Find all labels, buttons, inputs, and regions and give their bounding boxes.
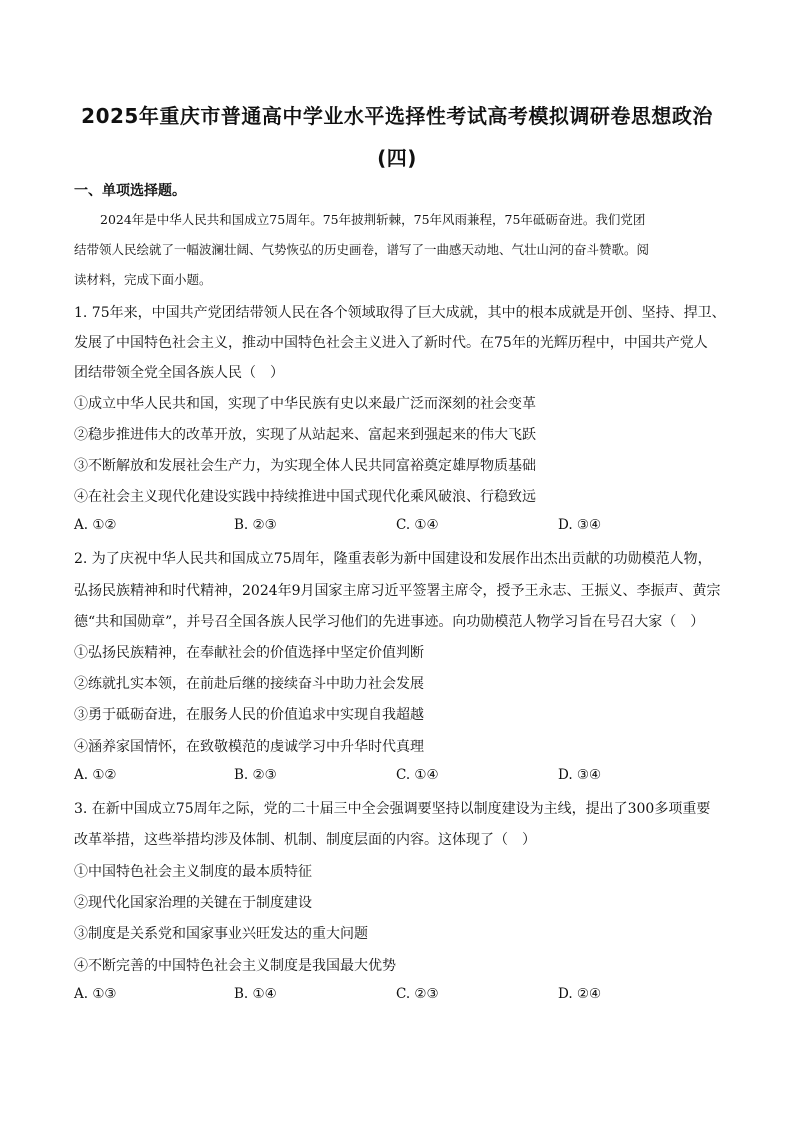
question-2-option-a[interactable]: A. ①② bbox=[74, 767, 117, 783]
question-1-item: ③不断解放和发展社会生产力，为实现全体人民共同富裕奠定雄厚物质基础 bbox=[74, 458, 536, 474]
question-3-option-b[interactable]: B. ①④ bbox=[234, 986, 277, 1002]
question-3-item: ①中国特色社会主义制度的最本质特征 bbox=[74, 864, 312, 880]
question-3-stem: 3. 在新中国成立75周年之际，党的二十届三中全会强调要坚持以制度建设为主线，提出了300多项重要 bbox=[74, 801, 711, 817]
question-2-item: ③勇于砥砺奋进，在服务人民的价值追求中实现自我超越 bbox=[74, 707, 424, 723]
question-3-item: ③制度是关系党和国家事业兴旺发达的重大问题 bbox=[74, 926, 368, 942]
question-2-item: ④涵养家国情怀，在致敬模范的虔诚学习中升华时代真理 bbox=[74, 739, 424, 755]
section-heading: 一、单项选择题。 bbox=[74, 183, 186, 199]
question-2-item: ①弘扬民族精神，在奉献社会的价值选择中坚定价值判断 bbox=[74, 645, 424, 661]
question-1-stem: 团结带领全党全国各族人民（ ） bbox=[74, 365, 284, 381]
intro-text: 结带领人民绘就了一幅波澜壮阔、气势恢弘的历史画卷，谱写了一曲感天动地、气壮山河的奋斗赞歌。阅 bbox=[74, 242, 650, 257]
question-1-option-d[interactable]: D. ③④ bbox=[558, 517, 602, 533]
question-1-stem: 1. 75年来，中国共产党团结带领人民在各个领域取得了巨大成就，其中的根本成就是开创、坚持、捍卫、 bbox=[74, 305, 726, 321]
question-1-item: ①成立中华人民共和国，实现了中华民族有史以来最广泛而深刻的社会变革 bbox=[74, 396, 536, 412]
question-2-option-d[interactable]: D. ③④ bbox=[558, 767, 602, 783]
question-2-option-b[interactable]: B. ②③ bbox=[234, 767, 277, 783]
question-3-option-c[interactable]: C. ②③ bbox=[396, 986, 439, 1002]
exam-title: 2025年重庆市普通高中学业水平选择性考试高考模拟调研卷思想政治 bbox=[81, 104, 713, 128]
question-2-stem: 2. 为了庆祝中华人民共和国成立75周年，隆重表彰为新中国建设和发展作出杰出贡献的功勋模范人物， bbox=[74, 551, 712, 567]
question-3-option-a[interactable]: A. ①③ bbox=[74, 986, 117, 1002]
question-3-option-d[interactable]: D. ②④ bbox=[558, 986, 602, 1002]
question-1-option-b[interactable]: B. ②③ bbox=[234, 517, 277, 533]
question-3-item: ④不断完善的中国特色社会主义制度是我国最大优势 bbox=[74, 958, 396, 974]
intro-text: 读材料，完成下面小题。 bbox=[74, 272, 212, 287]
question-1-item: ④在社会主义现代化建设实践中持续推进中国式现代化乘风破浪、行稳致远 bbox=[74, 489, 536, 505]
question-1-stem: 发展了中国特色社会主义，推动中国特色社会主义进入了新时代。在75年的光辉历程中，中国共产党人 bbox=[74, 335, 708, 351]
intro-text: 2024年是中华人民共和国成立75周年。75年披荆斩棘，75年风雨兼程，75年砥砺奋进。我们党团 bbox=[100, 212, 646, 227]
question-2-stem: 弘扬民族精神和时代精神，2024年9月国家主席习近平签署主席令，授予王永志、王振义、李振声、黄宗 bbox=[74, 583, 721, 599]
question-2-item: ②练就扎实本领，在前赴后继的接续奋斗中助力社会发展 bbox=[74, 676, 424, 692]
question-2-stem: 德“共和国勋章”，并号召全国各族人民学习他们的先进事迹。向功勋模范人物学习旨在号召大家（ ） bbox=[74, 614, 705, 630]
question-3-item: ②现代化国家治理的关键在于制度建设 bbox=[74, 895, 312, 911]
question-1-item: ②稳步推进伟大的改革开放，实现了从站起来、富起来到强起来的伟大飞跃 bbox=[74, 427, 536, 443]
exam-title-volume: (四) bbox=[377, 146, 417, 170]
question-2-option-c[interactable]: C. ①④ bbox=[396, 767, 439, 783]
question-1-option-c[interactable]: C. ①④ bbox=[396, 517, 439, 533]
question-1-option-a[interactable]: A. ①② bbox=[74, 517, 117, 533]
question-3-stem: 改革举措，这些举措均涉及体制、机制、制度层面的内容。这体现了（ ） bbox=[74, 832, 536, 848]
